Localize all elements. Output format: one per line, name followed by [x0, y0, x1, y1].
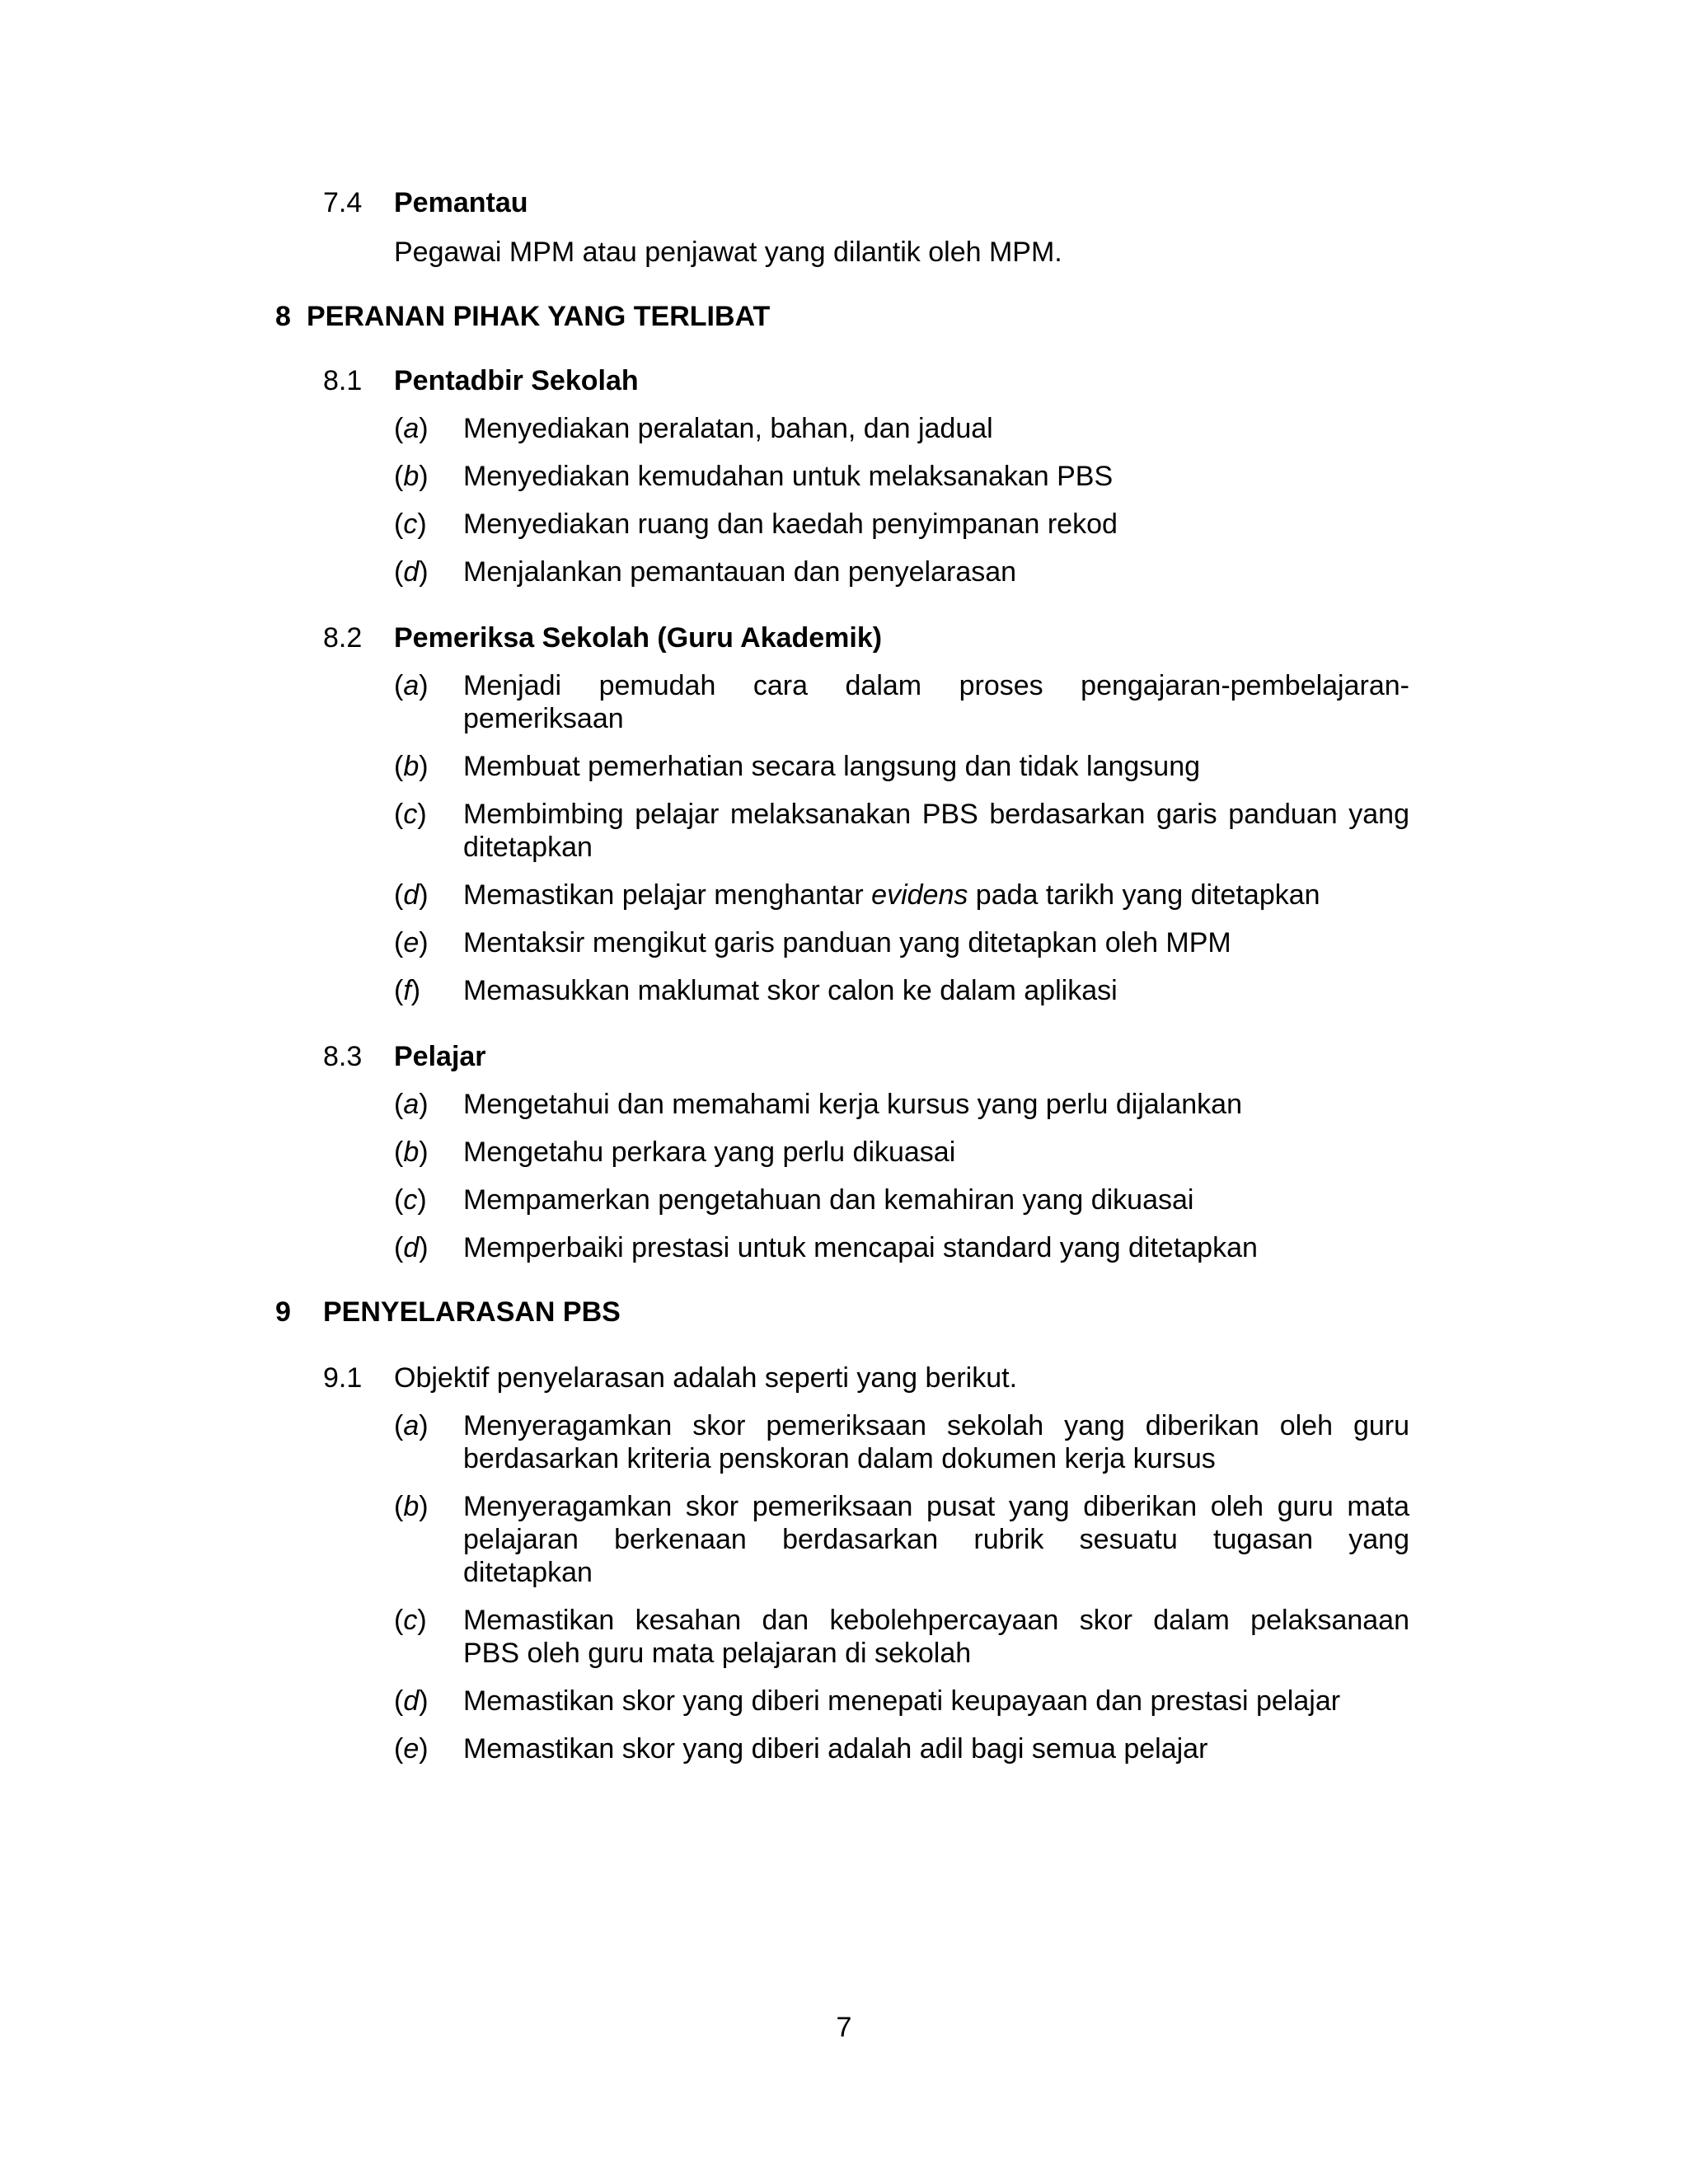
paragraph-pemantau: Pegawai MPM atau penjawat yang dilantik oleh MPM. [394, 237, 1062, 268]
list-item-label: (c) [394, 509, 427, 540]
list-item-line: PBS oleh guru mata pelajaran di sekolah [463, 1638, 972, 1669]
section-number-9: 9 [275, 1296, 291, 1328]
list-item-label: (a) [394, 670, 429, 701]
section-title-peranan: PERANAN PIHAK YANG TERLIBAT [307, 301, 771, 332]
section-title-penyelarasan: PENYELARASAN PBS [323, 1296, 621, 1328]
subsection-title-pelajar: Pelajar [394, 1041, 486, 1072]
subsection-title-pentadbir: Pentadbir Sekolah [394, 365, 639, 396]
italic-term: evidens [871, 879, 968, 911]
list-item: Membuat pemerhatian secara langsung dan tidak langsung [463, 751, 1201, 782]
list-item: Menyediakan kemudahan untuk melaksanakan PBS [463, 461, 1114, 492]
list-item-label: (a) [394, 413, 429, 444]
list-item-label: (a) [394, 1089, 429, 1120]
list-item: Mempamerkan pengetahuan dan kemahiran yang dikuasai [463, 1184, 1194, 1216]
list-item-label: (d) [394, 1685, 429, 1717]
list-item: Memastikan skor yang diberi menepati keupayaan dan prestasi pelajar [463, 1685, 1341, 1717]
list-item-label: (c) [394, 1184, 427, 1216]
list-item: Mengetahui dan memahami kerja kursus yang perlu dijalankan [463, 1089, 1242, 1120]
list-item-line: ditetapkan [463, 1557, 593, 1588]
list-item-line: pemeriksaan [463, 703, 624, 734]
list-item-label: (e) [394, 1733, 429, 1765]
list-item-label: (a) [394, 1410, 429, 1441]
list-item-label: (c) [394, 1605, 427, 1636]
list-item-line: berdasarkan kriteria penskoran dalam dokumen kerja kursus [463, 1443, 1216, 1474]
section-number-8: 8 [275, 301, 291, 332]
page-number: 7 [836, 2012, 852, 2043]
subsection-number-8-1: 8.1 [323, 365, 363, 396]
list-item-line: ditetapkan [463, 832, 593, 863]
list-item: Menyediakan ruang dan kaedah penyimpanan rekod [463, 509, 1118, 540]
subsection-number-8-3: 8.3 [323, 1041, 363, 1072]
subsection-title-pemantau: Pemantau [394, 187, 528, 218]
list-item-line: Menyeragamkan skor pemeriksaan pusat yang diberikan oleh guru mata [463, 1491, 1409, 1522]
subsection-number-8-2: 8.2 [323, 622, 363, 654]
list-item-label: (e) [394, 927, 429, 958]
list-item: Memasukkan maklumat skor calon ke dalam aplikasi [463, 975, 1118, 1006]
list-item-line: Menyeragamkan skor pemeriksaan sekolah yang diberikan oleh guru [463, 1410, 1409, 1441]
list-item-line: pelajaran berkenaan berdasarkan rubrik sesuatu tugasan yang [463, 1524, 1409, 1555]
list-item-line: Memastikan kesahan dan kebolehpercayaan skor dalam pelaksanaan [463, 1605, 1409, 1636]
list-item-label: (d) [394, 1232, 429, 1263]
list-item-label: (b) [394, 1137, 429, 1168]
list-item-label: (d) [394, 879, 429, 911]
list-item-label: (b) [394, 1491, 429, 1522]
list-item-line: Membimbing pelajar melaksanakan PBS berdasarkan garis panduan yang [463, 799, 1409, 830]
list-item: Memastikan pelajar menghantar evidens pada tarikh yang ditetapkan [463, 879, 1320, 911]
list-item: Memastikan skor yang diberi adalah adil bagi semua pelajar [463, 1733, 1208, 1765]
list-item-label: (b) [394, 751, 429, 782]
list-item-label: (b) [394, 461, 429, 492]
list-item: Mentaksir mengikut garis panduan yang ditetapkan oleh MPM [463, 927, 1231, 958]
list-item-line: Menjadi pemudah cara dalam proses pengajaran-pembelajaran- [463, 670, 1409, 701]
list-item: Menyediakan peralatan, bahan, dan jadual [463, 413, 993, 444]
subsection-number-9-1: 9.1 [323, 1362, 363, 1394]
list-item: Memperbaiki prestasi untuk mencapai standard yang ditetapkan [463, 1232, 1258, 1263]
list-item-label: (c) [394, 799, 427, 830]
list-item-label: (f) [394, 975, 421, 1006]
list-item-label: (d) [394, 556, 429, 588]
list-item: Menjalankan pemantauan dan penyelarasan [463, 556, 1017, 588]
subsection-number-7-4: 7.4 [323, 187, 363, 218]
subsection-intro-objektif: Objektif penyelarasan adalah seperti yang berikut. [394, 1362, 1018, 1394]
subsection-title-pemeriksa: Pemeriksa Sekolah (Guru Akademik) [394, 622, 883, 654]
list-item: Mengetahu perkara yang perlu dikuasai [463, 1137, 956, 1168]
